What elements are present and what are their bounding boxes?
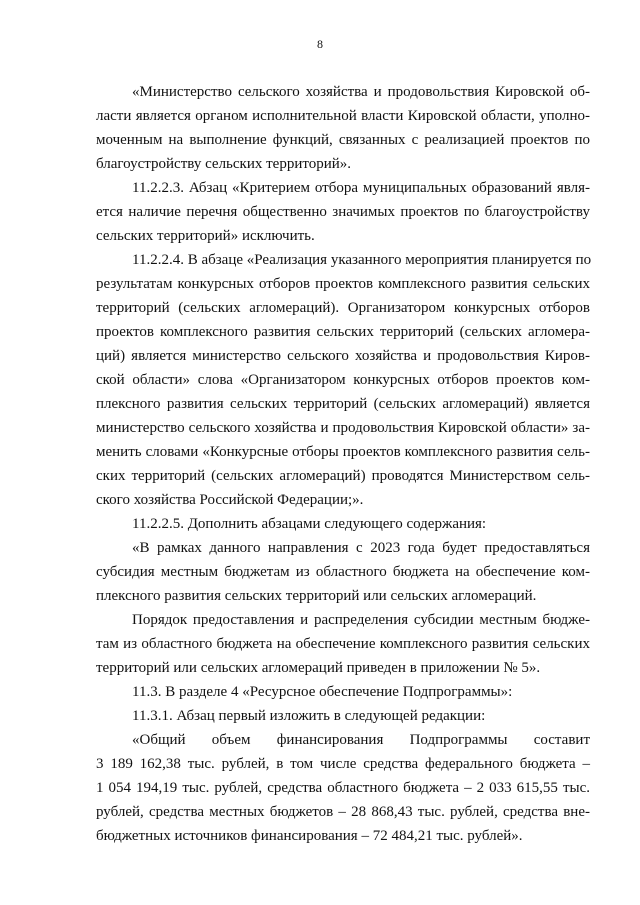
text-line: моченным на выполнение функций, связанных с реализацией проектов по <box>96 132 590 148</box>
text-line: Порядок предоставления и распределения субсидии местным бюдже- <box>132 612 590 628</box>
text-line: плексного развития сельских территорий (сельских агломераций) является <box>96 396 590 412</box>
text-line: сельских территорий» исключить. <box>96 228 315 244</box>
text-line: плексного развития сельских территорий или сельских агломераций. <box>96 588 537 604</box>
text-line: 11.2.2.4. В абзаце «Реализация указанного мероприятия планируется по <box>132 252 592 268</box>
text-line: «В рамках данного направления с 2023 года будет предоставляться <box>132 540 590 556</box>
text-line: 11.2.2.5. Дополнить абзацами следующего содержания: <box>132 516 487 532</box>
text-line: менить словами «Конкурсные отборы проектов комплексного развития сель- <box>96 444 590 460</box>
text-line: результатам конкурсных отборов проектов комплексного развития сельских <box>96 276 590 292</box>
text-line: «Общий объем финансирования Подпрограммы составит <box>132 732 590 748</box>
text-line: 1 054 194,19 тыс. рублей, средства областного бюджета – 2 033 615,55 тыс. <box>96 780 590 796</box>
text-line: благоустройству сельских территорий». <box>96 156 352 172</box>
text-line: там из областного бюджета на обеспечение комплексного развития сельских <box>96 636 590 652</box>
text-line: ласти является органом исполнительной власти Кировской области, уполно- <box>96 108 590 124</box>
text-line: рублей, средства местных бюджетов – 28 868,43 тыс. рублей, средства вне- <box>96 804 590 820</box>
text-line: территорий (сельских агломераций). Организатором конкурсных отборов <box>96 300 590 316</box>
text-line: 11.3.1. Абзац первый изложить в следующей редакции: <box>132 708 486 724</box>
text-line: ций) является министерство сельского хозяйства и продовольствия Киров- <box>96 348 590 364</box>
text-line: территорий или сельских агломераций приведен в приложении № 5». <box>96 660 541 676</box>
text-line: министерство сельского хозяйства и продовольствия Кировской области» за- <box>96 420 590 436</box>
text-line: «Министерство сельского хозяйства и продовольствия Кировской об- <box>132 84 590 100</box>
text-line: 11.2.2.3. Абзац «Критерием отбора муниципальных образований явля- <box>132 180 590 196</box>
text-line: субсидия местным бюджетам из областного бюджета на обеспечение ком- <box>96 564 590 580</box>
text-line: ской области» слова «Организатором конкурсных отборов проектов ком- <box>96 372 590 388</box>
text-line: бюджетных источников финансирования – 72 484,21 тыс. рублей». <box>96 828 523 844</box>
text-line: проектов комплексного развития сельских территорий (сельских агломера- <box>96 324 590 340</box>
page-number: 8 <box>317 37 323 51</box>
text-line: ется наличие перечня общественно значимых проектов по благоустройству <box>96 204 590 220</box>
text-line: 3 189 162,38 тыс. рублей, в том числе средства федерального бюджета – <box>96 756 590 772</box>
text-line: 11.3. В разделе 4 «Ресурсное обеспечение Подпрограммы»: <box>132 684 513 700</box>
text-line: ского хозяйства Российской Федерации;». <box>96 492 364 508</box>
text-line: ских территорий (сельских агломераций) проводятся Министерством сель- <box>96 468 590 484</box>
